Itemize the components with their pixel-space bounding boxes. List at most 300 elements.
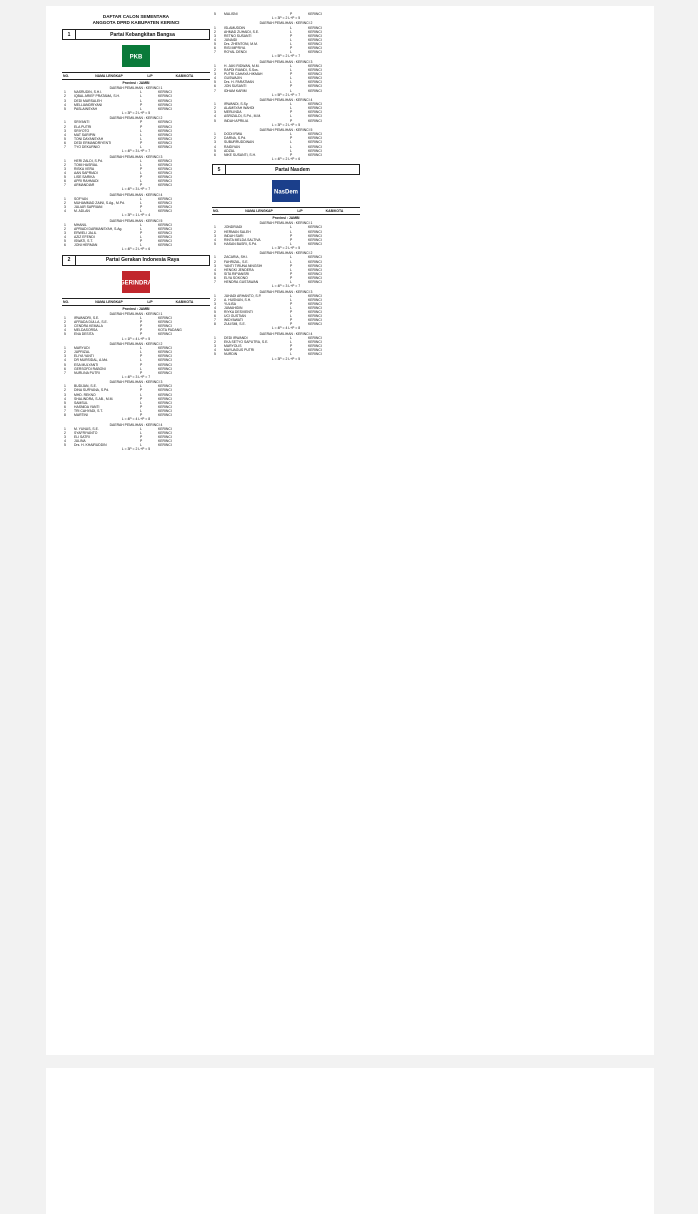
candidate-no: 1 <box>214 102 216 107</box>
candidate-no: 2 <box>214 340 216 345</box>
col-nama: NAMA LENGKAP <box>245 209 273 214</box>
candidate-gender: L <box>290 297 292 302</box>
candidate-gender: P <box>290 84 293 89</box>
candidate-name: MUHAMMAD ZAINI, S.Ag., M.Pd. <box>74 201 125 206</box>
candidate-name: HASAN BASRI, S.Pd. <box>224 241 257 246</box>
candidate-name: H. JAKI RIDWAN, M.M. <box>224 63 260 68</box>
party-logo-icon <box>270 179 302 203</box>
candidate-name: ASRIZALDI, S.Pd., M.M. <box>224 114 262 119</box>
candidate-name: INDAH APRILIA <box>224 118 249 123</box>
candidate-no: 5 <box>64 175 66 180</box>
candidate-kab: KERINCI <box>308 314 322 319</box>
dapil-summary: L = 3P = 2 L+P = 5 <box>271 122 301 127</box>
candidate-no: 2 <box>214 259 216 264</box>
candidate-name: RAIDIYAN <box>224 144 240 149</box>
candidate-gender: L <box>140 227 142 232</box>
document-page-2 <box>46 1068 654 1214</box>
candidate-gender: L <box>140 243 142 248</box>
candidate-gender: L <box>140 443 142 448</box>
candidate-name: JUHADI ARHANTO, S.P. <box>224 293 262 298</box>
candidate-no: 3 <box>214 72 216 77</box>
party-header <box>212 164 360 175</box>
candidate-gender: P <box>290 271 293 276</box>
candidate-kab: KERINCI <box>308 12 322 16</box>
candidate-kab: KERINCI <box>158 201 172 206</box>
candidate-row <box>212 89 360 93</box>
candidate-name: FAHRIZAL, S.E. <box>224 259 249 264</box>
candidate-name: RAPDI RIANDI, S.Sos. <box>224 68 259 73</box>
col-lp: L/P <box>297 209 303 214</box>
candidate-name: MAYUAGUS PUTRI <box>224 348 255 353</box>
candidate-gender: P <box>290 152 293 157</box>
candidate-name: JUNAIDI <box>224 37 238 42</box>
candidate-no: 3 <box>214 233 216 238</box>
dapil-summary: L = 3P = 2 L+P = 5 <box>271 245 301 250</box>
candidate-name: RISKA VERA <box>74 166 95 171</box>
candidate-name: JULINA <box>74 439 86 444</box>
candidate-gender: L <box>140 358 142 363</box>
dapil-summary: L = 3P = 1 L+P = 4 <box>121 213 151 218</box>
candidate-gender: L <box>140 196 142 201</box>
candidate-kab: KERINCI <box>158 413 172 418</box>
candidate-gender: L <box>290 106 292 111</box>
candidate-name: YULISA <box>224 301 237 306</box>
candidate-kab: KERINCI <box>158 332 172 337</box>
document-page <box>46 6 654 1055</box>
candidate-gender: P <box>140 388 143 393</box>
candidate-name: SRIYANTI <box>74 120 90 125</box>
candidate-gender: P <box>290 12 293 16</box>
candidate-no: 4 <box>64 209 66 214</box>
candidate-name: DODI IRWA <box>224 132 243 137</box>
party-name: Partai Gerakan Indonesia Raya <box>105 257 180 264</box>
candidate-kab: KERINCI <box>158 443 172 448</box>
candidate-name: HASNIDA YANTI <box>74 404 100 409</box>
candidate-gender: P <box>290 72 293 77</box>
candidate-no: 6 <box>214 46 216 51</box>
candidate-no: 4 <box>214 76 216 81</box>
dapil-summary: L = 1P = 4 L+P = 5 <box>121 336 151 341</box>
candidate-kab: KERINCI <box>308 275 322 280</box>
candidate-kab: KERINCI <box>158 350 172 355</box>
candidate-no: 6 <box>64 366 66 371</box>
candidate-kab: KERINCI <box>308 229 322 234</box>
dapil-summary: L = 4P = 2 L+P = 6 <box>121 247 151 252</box>
candidate-gender: P <box>290 118 293 123</box>
candidate-name: PUTRI CAHAYA HIKMAH <box>224 72 263 77</box>
candidate-name: APRIADI DARMANSYAH, S.Ag. <box>74 227 123 232</box>
candidate-no: 4 <box>64 328 66 333</box>
candidate-kab: KERINCI <box>308 237 322 242</box>
candidate-kab: KERINCI <box>308 114 322 119</box>
candidate-gender: L <box>290 267 292 272</box>
candidate-kab: KERINCI <box>158 439 172 444</box>
candidate-no: 7 <box>214 88 216 93</box>
candidate-kab: KERINCI <box>308 348 322 353</box>
candidate-no: 6 <box>214 275 216 280</box>
candidate-name: UCI GUSTIAN <box>224 314 246 319</box>
candidate-kab: KERINCI <box>308 255 322 260</box>
candidate-no: 1 <box>64 196 66 201</box>
candidate-no: 1 <box>214 336 216 341</box>
candidate-kab: KERINCI <box>158 124 172 129</box>
candidate-gender: L <box>290 255 292 260</box>
candidate-name: JULIAR SAPRIANI <box>74 205 103 210</box>
candidate-kab: KERINCI <box>158 102 172 107</box>
col-nama: NAMA LENGKAP <box>95 74 123 78</box>
candidate-name: MAT SARIPIN <box>74 132 96 137</box>
svg-text:PKB: PKB <box>129 54 143 61</box>
candidate-name: ADZAL <box>224 148 235 153</box>
candidate-name: Drs. H. PARATMAN <box>224 80 254 85</box>
candidate-no: 3 <box>214 140 216 145</box>
candidate-gender: P <box>290 237 293 242</box>
candidate-name: IDHAM KARIM <box>224 88 247 93</box>
candidate-kab: KERINCI <box>308 225 322 230</box>
candidate-no: 3 <box>214 110 216 115</box>
candidate-kab: KERINCI <box>158 384 172 389</box>
candidate-no: 1 <box>214 293 216 298</box>
candidate-no: 4 <box>214 114 216 119</box>
candidate-name: Drs. H. KHAIRUDDIN <box>74 443 107 448</box>
candidate-no: 6 <box>64 404 66 409</box>
candidate-kab: KERINCI <box>308 29 322 34</box>
candidate-kab: KERINCI <box>158 132 172 137</box>
candidate-gender: L <box>290 306 292 310</box>
col-no: NO. <box>63 299 70 304</box>
candidate-no: 2 <box>64 430 66 435</box>
candidate-name: MARTINI <box>74 413 88 418</box>
party-number: 2 <box>63 256 76 265</box>
candidate-no: 4 <box>214 37 216 42</box>
candidate-no: 3 <box>64 128 66 133</box>
candidate-gender: L <box>290 37 292 42</box>
candidate-no: 1 <box>64 384 66 389</box>
candidate-gender: L <box>290 340 292 345</box>
candidate-kab: KERINCI <box>158 346 172 351</box>
candidate-name: IRWANDI, S.Sy. <box>224 102 249 107</box>
candidate-no: 2 <box>214 29 216 34</box>
candidate-gender: L <box>290 132 292 137</box>
candidate-no: 2 <box>64 227 66 232</box>
candidate-no: 4 <box>64 170 66 175</box>
svg-text:NasDem: NasDem <box>273 189 299 196</box>
candidate-kab: KERINCI <box>158 434 172 439</box>
region-label: Provinsi : JAMBI <box>272 216 300 221</box>
candidate-no: 4 <box>64 396 66 401</box>
dapil-summary: L = 3P = 2 L+P = 5 <box>271 356 301 361</box>
candidate-kab: KERINCI <box>308 76 322 81</box>
candidate-gender: L <box>290 241 292 246</box>
candidate-gender: P <box>140 332 143 337</box>
candidate-kab: KERINCI <box>158 94 172 99</box>
candidate-no: 7 <box>214 280 216 285</box>
candidate-name: HERI ZALDI, S.Pd. <box>74 158 103 163</box>
party-name: Partai Nasdem <box>275 166 310 173</box>
candidate-kab: KERINCI <box>158 235 172 240</box>
title-line-2: ANGGOTA DPRD KABUPATEN KERINCI <box>92 20 180 25</box>
candidate-no: 4 <box>64 102 66 107</box>
candidate-gender: P <box>290 263 293 268</box>
candidate-no: 5 <box>214 352 216 357</box>
candidate-gender: P <box>290 136 293 141</box>
candidate-kab: KERINCI <box>158 400 172 405</box>
candidate-gender: P <box>140 175 143 180</box>
party-logo-icon <box>120 270 152 294</box>
dapil-label: DAERAH PEMILIHAN : KERINCI 1 <box>109 86 163 91</box>
candidate-gender: L <box>140 222 142 227</box>
candidate-gender: L <box>140 366 142 371</box>
candidate-no: 2 <box>214 229 216 234</box>
candidate-name: SAMSUL <box>74 400 88 405</box>
candidate-no: 8 <box>214 322 216 327</box>
candidate-name: HERMAN SALEH <box>224 229 251 234</box>
candidate-no: 2 <box>64 162 66 167</box>
candidate-gender: L <box>290 68 292 73</box>
col-lp: L/P <box>147 74 153 78</box>
candidate-gender: P <box>140 120 143 125</box>
candidate-gender: L <box>140 209 142 214</box>
candidate-no: 3 <box>214 263 216 268</box>
col-no: NO. <box>213 209 220 214</box>
candidate-name: DEDI ERMANDRIYENTI <box>74 140 112 145</box>
candidate-kab: KERINCI <box>308 68 322 73</box>
candidate-name: MELLIANDRIYANI <box>74 102 103 107</box>
candidate-gender: P <box>140 183 143 188</box>
candidate-no: 7 <box>64 145 66 150</box>
candidate-gender: P <box>140 354 143 359</box>
candidate-gender: L <box>290 225 292 230</box>
candidate-no: 4 <box>214 237 216 242</box>
candidate-no: 1 <box>214 225 216 230</box>
candidate-name: WIDYAWATI <box>224 318 243 323</box>
region-label: Provinsi : JAMBI <box>122 81 150 85</box>
candidate-no: 2 <box>64 124 66 129</box>
candidate-gender: L <box>140 235 142 240</box>
candidate-name: SHALINDRA, S.AB., M.M. <box>74 396 114 401</box>
candidate-gender: L <box>290 29 292 34</box>
candidate-name: JUMAHIDIN <box>224 306 243 310</box>
candidate-gender: P <box>290 318 293 323</box>
candidate-name: EKA SETYO SAPUTRA, S.E. <box>224 340 269 345</box>
candidate-kab: KERINCI <box>308 152 322 157</box>
party-logo-box <box>62 269 210 295</box>
candidate-no: 2 <box>64 201 66 206</box>
candidate-kab: KERINCI <box>308 136 322 141</box>
candidate-name: MERLINDA <box>224 110 242 115</box>
dapil-summary: L = 5P = 2 L+P = 7 <box>271 54 301 59</box>
candidate-kab: KERINCI <box>158 404 172 409</box>
candidate-gender: L <box>290 259 292 264</box>
candidate-name: SITA RIPIANSRI <box>224 271 249 276</box>
candidate-name: RETNO SUSANTI <box>224 33 252 38</box>
candidate-no: 1 <box>64 120 66 125</box>
candidate-name: DINA SURYANA, S.Pd. <box>74 388 110 393</box>
candidate-name: NURLINA PUTRI <box>74 370 100 375</box>
dapil-label: DAERAH PEMILIHAN : KERINCI 2 <box>109 341 163 346</box>
candidate-gender: L <box>140 426 142 431</box>
candidate-kab: KERINCI <box>308 340 322 345</box>
candidate-kab: KERINCI <box>308 336 322 341</box>
candidate-no: 4 <box>214 348 216 353</box>
candidate-kab: KERINCI <box>308 306 322 310</box>
candidate-name: A. HUSNUN, S.H. <box>224 297 252 302</box>
dapil-summary: L = 3P = 2 L+P = 5 <box>271 16 301 21</box>
table-header <box>62 72 210 80</box>
candidate-gender: P <box>140 166 143 171</box>
candidate-name: Drs. ZHENTONI, M.M. <box>224 42 258 47</box>
candidate-name: ROYAL DENDI <box>224 50 247 55</box>
candidate-gender: L <box>140 106 142 111</box>
candidate-kab: KERINCI <box>308 80 322 85</box>
candidate-name: NURDIN <box>224 352 238 357</box>
candidate-kab: KERINCI <box>308 271 322 276</box>
candidate-gender: L <box>290 280 292 285</box>
dapil-summary: L = 3P = 2 L+P = 5 <box>121 447 151 452</box>
candidate-name: JONI HERMAN <box>74 243 98 248</box>
candidate-gender: P <box>140 328 143 333</box>
candidate-gender: L <box>140 132 142 137</box>
candidate-name: RINTA MELDA SALTIVA <box>224 237 261 242</box>
candidate-kab: KERINCI <box>158 408 172 413</box>
candidate-name: JONDRIADI <box>224 225 243 230</box>
candidate-no: 3 <box>64 98 66 103</box>
candidate-name: JON SUSANTI <box>224 84 247 89</box>
candidate-name: SRIYOTO <box>74 128 90 133</box>
candidate-kab: KOTA PADANG <box>158 328 182 333</box>
candidate-gender: P <box>290 322 293 327</box>
candidate-no: 1 <box>64 90 66 95</box>
dapil-label: DAERAH PEMILIHAN : KERINCI 2 <box>259 251 313 256</box>
candidate-kab: KERINCI <box>158 106 172 111</box>
candidate-name: TONI DAYANSYAH <box>74 136 104 141</box>
candidate-kab: KERINCI <box>158 140 172 145</box>
candidate-kab: KERINCI <box>308 118 322 123</box>
candidate-kab: KERINCI <box>308 267 322 272</box>
candidate-name: RIYKA DESVIENTI <box>224 310 253 315</box>
candidate-no: 3 <box>64 392 66 397</box>
candidate-kab: KERINCI <box>158 358 172 363</box>
candidate-kab: KERINCI <box>308 144 322 149</box>
candidate-gender: P <box>290 233 293 238</box>
candidate-gender: L <box>290 88 292 93</box>
dapil-label: DAERAH PEMILIHAN : KERINCI 3 <box>109 154 163 159</box>
candidate-gender: L <box>140 136 142 141</box>
dapil-label: DAERAH PEMILIHAN : KERINCI 2 <box>259 21 313 26</box>
candidate-gender: P <box>140 124 143 129</box>
dapil-label: DAERAH PEMILIHAN : KERINCI 2 <box>109 116 163 121</box>
candidate-no: 1 <box>64 426 66 431</box>
candidate-name: DR MURSIDAL, A.Md. <box>74 358 108 363</box>
candidate-name: ZULISMI, S.E. <box>224 322 246 327</box>
candidate-no: 4 <box>64 132 66 137</box>
candidate-kab: KERINCI <box>308 233 322 238</box>
candidate-no: 1 <box>64 316 66 321</box>
candidate-no: 5 <box>64 239 66 244</box>
candidate-name: AHMAD ZUHAIDI, S.E. <box>224 29 260 34</box>
candidate-kab: KERINCI <box>158 362 172 367</box>
dapil-label: DAERAH PEMILIHAN : KERINCI 5 <box>109 218 163 223</box>
candidate-name: DEDI IRWANDI <box>224 336 248 341</box>
candidate-name: RISI IMPRIYA <box>224 46 246 51</box>
candidate-gender: L <box>140 170 142 175</box>
dapil-label: DAERAH PEMILIHAN : KERINCI 1 <box>259 221 313 226</box>
candidate-gender: L <box>290 102 292 107</box>
candidate-kab: KERINCI <box>308 132 322 137</box>
candidate-no: 7 <box>64 370 66 375</box>
candidate-name: ARMANDIAR <box>74 183 95 188</box>
dapil-label: DAERAH PEMILIHAN : KERINCI 4 <box>259 97 313 102</box>
candidate-name: ELA PUTRI <box>74 124 92 129</box>
party-logo-box <box>212 178 360 204</box>
candidate-gender: L <box>140 145 142 150</box>
dapil-label: DAERAH PEMILIHAN : KERINCI 4 <box>109 422 163 427</box>
candidate-no: 4 <box>214 306 216 310</box>
candidate-name: GERSOFDI RABONI <box>74 366 106 371</box>
candidate-gender: L <box>140 408 142 413</box>
candidate-name: SUBURRUDDINAN <box>224 140 254 145</box>
candidate-gender: L <box>140 392 142 397</box>
candidate-name: ELYA SOKONO <box>224 275 248 280</box>
candidate-name: IQBAL ARIEF PRATAMA, S.H. <box>74 94 120 99</box>
candidate-name: ELI SATRI <box>74 434 90 439</box>
candidate-kab: KERINCI <box>158 145 172 150</box>
candidate-name: NASRUDIN, S.H.I. <box>74 90 103 95</box>
candidate-gender: P <box>290 275 293 280</box>
candidate-kab: KERINCI <box>158 128 172 133</box>
candidate-gender: P <box>140 324 143 329</box>
candidate-name: MHANIL <box>74 222 87 227</box>
candidate-kab: KERINCI <box>158 158 172 163</box>
candidate-kab: KERINCI <box>158 227 172 232</box>
candidate-gender: P <box>140 231 143 236</box>
candidate-no: 6 <box>214 84 216 89</box>
candidate-gender: L <box>290 25 292 30</box>
candidate-kab: KERINCI <box>158 354 172 359</box>
candidate-name: MHD. REKNO <box>74 392 96 397</box>
candidate-no: 2 <box>64 320 66 325</box>
candidate-no: 2 <box>64 388 66 393</box>
candidate-kab: KERINCI <box>158 370 172 375</box>
candidate-no: 2 <box>64 94 66 99</box>
candidate-kab: KERINCI <box>158 366 172 371</box>
candidate-kab: KERINCI <box>158 98 172 103</box>
candidate-gender: P <box>290 46 293 51</box>
candidate-no: 7 <box>214 50 216 55</box>
candidate-name: AAN SAPRIADI <box>74 170 98 175</box>
col1-party-list <box>62 29 210 451</box>
party-header <box>62 29 210 40</box>
candidate-gender: P <box>140 404 143 409</box>
candidate-name: M. YUNUS, S.E. <box>74 426 99 431</box>
candidate-name: SOFYAN <box>74 196 88 201</box>
col-kab: KAB/KOTA <box>175 74 194 78</box>
candidate-gender: P <box>140 434 143 439</box>
candidate-gender: P <box>140 413 143 418</box>
candidate-kab: KERINCI <box>308 310 322 315</box>
dapil-summary: L = 4P = 3 L+P = 7 <box>121 374 151 379</box>
candidate-no: 5 <box>64 443 66 448</box>
candidate-name: JUPRIZAL <box>74 350 91 355</box>
candidate-no: 2 <box>214 297 216 302</box>
candidate-gender: P <box>140 439 143 444</box>
candidate-gender: L <box>290 50 292 55</box>
candidate-name: MALISNI <box>224 12 238 16</box>
candidate-name: ISWATI, S.T. <box>74 239 94 244</box>
candidate-kab: KERINCI <box>308 63 322 68</box>
candidate-gender: P <box>290 344 293 349</box>
dapil-label: DAERAH PEMILIHAN : KERINCI 3 <box>259 59 313 64</box>
